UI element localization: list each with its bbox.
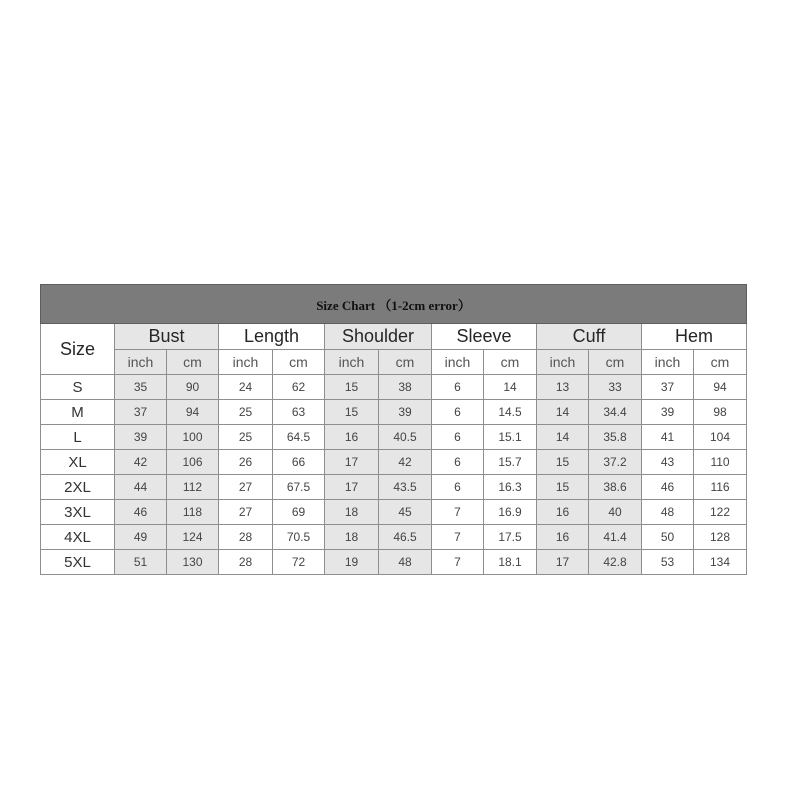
unit-header-row — [41, 350, 747, 375]
size-cell: 2XL — [41, 475, 115, 500]
value-cell: 39 — [379, 400, 432, 425]
unit-label-cuff-inch: inch — [537, 350, 589, 375]
value-cell: 122 — [694, 500, 747, 525]
value-cell: 6 — [432, 425, 484, 450]
unit-label-sleeve-cm: cm — [484, 350, 537, 375]
value-cell: 34.4 — [589, 400, 642, 425]
size-chart-table — [40, 284, 747, 575]
unit-label-hem-cm: cm — [694, 350, 747, 375]
value-cell: 42.8 — [589, 550, 642, 575]
value-cell: 26 — [219, 450, 273, 475]
value-cell: 94 — [694, 375, 747, 400]
category-header-sleeve: Sleeve — [432, 324, 537, 350]
value-cell: 112 — [167, 475, 219, 500]
value-cell: 16 — [537, 500, 589, 525]
value-cell: 14 — [537, 425, 589, 450]
value-cell: 15.1 — [484, 425, 537, 450]
table-row — [41, 475, 747, 500]
value-cell: 94 — [167, 400, 219, 425]
value-cell: 134 — [694, 550, 747, 575]
value-cell: 62 — [273, 375, 325, 400]
value-cell: 45 — [379, 500, 432, 525]
table-row — [41, 525, 747, 550]
value-cell: 42 — [379, 450, 432, 475]
category-header-cuff: Cuff — [537, 324, 642, 350]
value-cell: 46 — [115, 500, 167, 525]
value-cell: 98 — [694, 400, 747, 425]
table-row — [41, 550, 747, 575]
value-cell: 7 — [432, 550, 484, 575]
value-cell: 17 — [325, 450, 379, 475]
value-cell: 14 — [537, 400, 589, 425]
category-header-bust: Bust — [115, 324, 219, 350]
category-header-row — [41, 324, 747, 350]
value-cell: 66 — [273, 450, 325, 475]
value-cell: 124 — [167, 525, 219, 550]
value-cell: 25 — [219, 400, 273, 425]
value-cell: 38.6 — [589, 475, 642, 500]
value-cell: 100 — [167, 425, 219, 450]
unit-label-length-cm: cm — [273, 350, 325, 375]
value-cell: 42 — [115, 450, 167, 475]
value-cell: 17.5 — [484, 525, 537, 550]
title-row — [41, 285, 747, 324]
value-cell: 104 — [694, 425, 747, 450]
size-column-header: Size — [41, 324, 115, 375]
size-cell: L — [41, 425, 115, 450]
value-cell: 7 — [432, 500, 484, 525]
value-cell: 70.5 — [273, 525, 325, 550]
value-cell: 19 — [325, 550, 379, 575]
value-cell: 90 — [167, 375, 219, 400]
value-cell: 6 — [432, 450, 484, 475]
unit-label-cuff-cm: cm — [589, 350, 642, 375]
value-cell: 41 — [642, 425, 694, 450]
value-cell: 16 — [325, 425, 379, 450]
value-cell: 14 — [484, 375, 537, 400]
category-header-length: Length — [219, 324, 325, 350]
value-cell: 67.5 — [273, 475, 325, 500]
value-cell: 41.4 — [589, 525, 642, 550]
size-cell: 5XL — [41, 550, 115, 575]
value-cell: 130 — [167, 550, 219, 575]
value-cell: 16.3 — [484, 475, 537, 500]
value-cell: 35 — [115, 375, 167, 400]
value-cell: 63 — [273, 400, 325, 425]
value-cell: 37 — [642, 375, 694, 400]
value-cell: 18 — [325, 525, 379, 550]
value-cell: 6 — [432, 375, 484, 400]
value-cell: 18 — [325, 500, 379, 525]
category-header-shoulder: Shoulder — [325, 324, 432, 350]
unit-label-sleeve-inch: inch — [432, 350, 484, 375]
value-cell: 35.8 — [589, 425, 642, 450]
value-cell: 28 — [219, 550, 273, 575]
value-cell: 39 — [642, 400, 694, 425]
value-cell: 18.1 — [484, 550, 537, 575]
category-header-hem: Hem — [642, 324, 747, 350]
table-row — [41, 500, 747, 525]
value-cell: 6 — [432, 475, 484, 500]
table-row — [41, 375, 747, 400]
value-cell: 46 — [642, 475, 694, 500]
value-cell: 15.7 — [484, 450, 537, 475]
value-cell: 128 — [694, 525, 747, 550]
value-cell: 15 — [537, 475, 589, 500]
unit-label-shoulder-cm: cm — [379, 350, 432, 375]
table-row — [41, 425, 747, 450]
value-cell: 17 — [325, 475, 379, 500]
table-row — [41, 400, 747, 425]
value-cell: 46.5 — [379, 525, 432, 550]
value-cell: 37.2 — [589, 450, 642, 475]
value-cell: 40.5 — [379, 425, 432, 450]
value-cell: 15 — [325, 400, 379, 425]
value-cell: 28 — [219, 525, 273, 550]
value-cell: 15 — [325, 375, 379, 400]
value-cell: 39 — [115, 425, 167, 450]
unit-label-bust-inch: inch — [115, 350, 167, 375]
value-cell: 106 — [167, 450, 219, 475]
value-cell: 43 — [642, 450, 694, 475]
value-cell: 44 — [115, 475, 167, 500]
value-cell: 118 — [167, 500, 219, 525]
value-cell: 43.5 — [379, 475, 432, 500]
value-cell: 13 — [537, 375, 589, 400]
value-cell: 49 — [115, 525, 167, 550]
value-cell: 69 — [273, 500, 325, 525]
value-cell: 17 — [537, 550, 589, 575]
value-cell: 116 — [694, 475, 747, 500]
value-cell: 48 — [642, 500, 694, 525]
value-cell: 33 — [589, 375, 642, 400]
table-row — [41, 450, 747, 475]
size-cell: S — [41, 375, 115, 400]
value-cell: 51 — [115, 550, 167, 575]
unit-label-bust-cm: cm — [167, 350, 219, 375]
value-cell: 37 — [115, 400, 167, 425]
value-cell: 27 — [219, 500, 273, 525]
unit-label-hem-inch: inch — [642, 350, 694, 375]
value-cell: 53 — [642, 550, 694, 575]
value-cell: 16 — [537, 525, 589, 550]
value-cell: 6 — [432, 400, 484, 425]
value-cell: 50 — [642, 525, 694, 550]
size-cell: 4XL — [41, 525, 115, 550]
value-cell: 72 — [273, 550, 325, 575]
value-cell: 7 — [432, 525, 484, 550]
value-cell: 24 — [219, 375, 273, 400]
value-cell: 64.5 — [273, 425, 325, 450]
value-cell: 15 — [537, 450, 589, 475]
chart-title: Size Chart （1-2cm error） — [41, 285, 747, 324]
value-cell: 14.5 — [484, 400, 537, 425]
value-cell: 40 — [589, 500, 642, 525]
value-cell: 48 — [379, 550, 432, 575]
size-cell: M — [41, 400, 115, 425]
value-cell: 16.9 — [484, 500, 537, 525]
size-cell: XL — [41, 450, 115, 475]
size-cell: 3XL — [41, 500, 115, 525]
value-cell: 25 — [219, 425, 273, 450]
value-cell: 27 — [219, 475, 273, 500]
unit-label-length-inch: inch — [219, 350, 273, 375]
unit-label-shoulder-inch: inch — [325, 350, 379, 375]
value-cell: 38 — [379, 375, 432, 400]
value-cell: 110 — [694, 450, 747, 475]
